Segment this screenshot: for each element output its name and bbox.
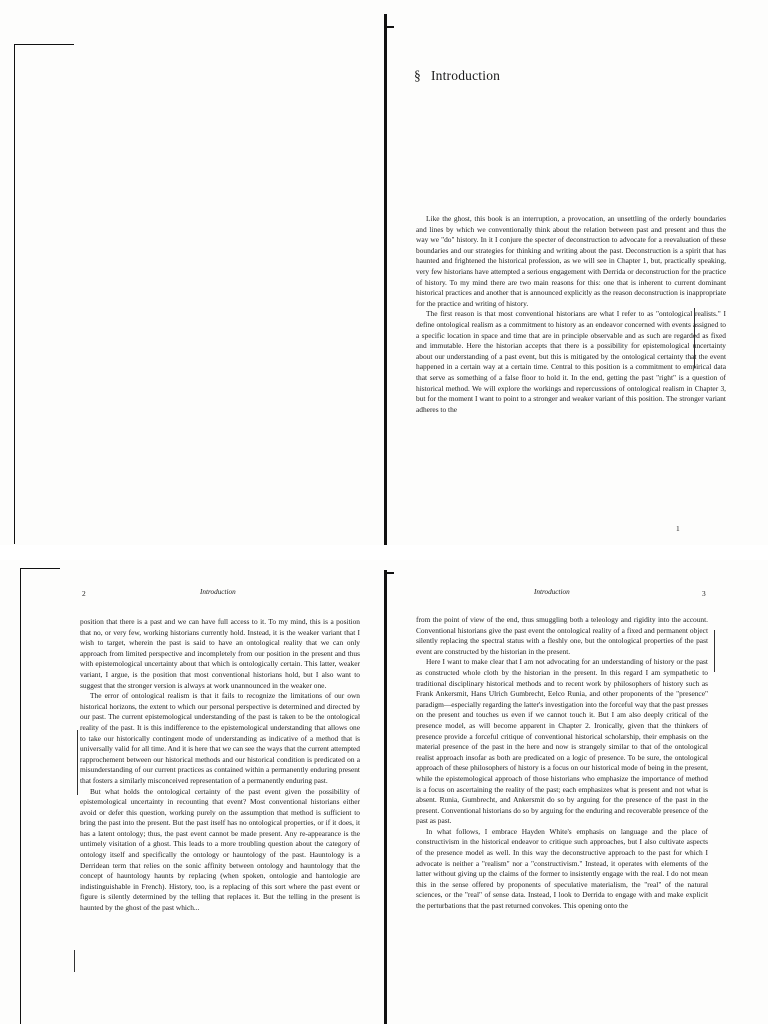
page-number: 1 [676,524,680,533]
margin-bracket [714,630,715,672]
margin-bracket [74,950,75,972]
paragraph: Like the ghost, this book is an interruption, a provocation, an unsettling of the orderly boundaries and lines by which we conventionally think about the relation between past and present and thus the way we "do" history. In it I conjure the specter of deconstruction to advocate for a reevaluation of these boundaries and our strategies for thinking and writing about the past. Deconstruction is a spirit that has haunted and frightened the historical profession, as we will see in Chapter 1, but, practically speaking, very few historians have attempted a serious engagement with Derrida or deconstruction for the practice of history. To my mind there are two main reasons for this: one that is inherent to current dominant historical practices and another that is announced explicitly as the reason deconstruction is inappropriate for the practice and writing of history. [416,214,726,308]
page-body [416,615,708,912]
binding-notch [384,26,394,28]
binding-shadow [384,570,387,1024]
paragraph: But what holds the ontological certainty of the past event given the possibility of epistemological uncertainty in recounting that event? Most conventional historians either avoid or defer this question, working purely on the assumption that method is sufficient to bring the past into the present. But the past itself has no ontological properties, or if it does, it has a latent ontology; thus, the past event cannot be made present. Any re-appearance is the untimely visitation of a ghost. This leads to a more troubling question about the category of ontology itself and specifically the ontology or hauntology of the past. Hauntology is a Derridean term that relies on the sonic affinity between ontology and hauntology that the concept of hauntology haunts by replacing (when spoken, ontologie and hantologie are indistinguishable in French). History, too, is a replacing of this sort where the past event or figure is silently determined by the telling that replaces it. But the telling in the present is haunted by the ghost of the past which... [80,786,360,913]
chapter-title-text: Introduction [430,68,501,83]
blank-verso-page [0,0,384,545]
running-head: Introduction [200,588,236,596]
page-number: 2 [82,589,86,598]
paragraph: The first reason is that most conventional historians are what I refer to as "ontological realists." I define ontological realism as a commitment to history as an endeavor concerned with events assigned to a specific location in space and time that are in principle observable and as such are regarded as fixed and immutable. Here the historian accepts that there is a possibility for epistemological uncertainty about our understanding of a past event, but this is mitigated by the ontological certainty that the event happened in a certain way at a certain time. Central to this position is a commitment to empirical data that serve as something of a false floor to hold it. In the end, getting the past "right" is a question of historical method. We will explore the workings and repercussions of ontological realism in Chapter 3, but for the moment I want to point to a stronger and weaker variant of this position. The stronger variant adheres to the [416,309,726,414]
chapter-body [416,214,726,415]
chapter-opening-page [384,0,768,545]
page-three [384,560,768,1024]
scan-edge-mark [14,44,15,544]
scan-edge-mark [20,568,21,1024]
running-head: Introduction [534,588,570,596]
scan-edge-mark [20,568,60,569]
section-symbol: § [414,68,421,83]
scan-gap [0,545,768,560]
binding-shadow [384,14,387,545]
paragraph: In what follows, I embrace Hayden White's emphasis on language and the place of constructivism in the historical endeavor to critique such approaches, but I also cultivate aspects of the presence model as well. In this way the deconstructive approach to the past for which I advocate is neither a "realism" nor a "constructivism." Instead, it operates with elements of the latter without giving up the claims of the former to insistently engage with the real. I do not mean this in the sense offered by proponents of speculative materialism, the "real" of the natural sciences, or the "real" of sense data. Instead, I look to Derrida to engage with and make explicit the perturbations that the past returned convokes. This opening onto the [416,826,708,911]
paragraph: from the point of view of the end, thus smuggling both a teleology and rigidity into the account. Conventional historians give the past event the ontological reality of a fixed and permanent object silently replacing the spectral status with a fleshly one, but the ontological properties of the past event are constructed by the historian in the present. [416,615,708,656]
paragraph: Here I want to make clear that I am not advocating for an understanding of history or the past as constructed whole cloth by the historian in the present. In this regard I am sympathetic to traditional disciplinary historical methods and to recent work by philosophers of history such as Frank Ankersmit, Hans Ulrich Gumbrecht, Eelco Runia, and other proponents of the "presence" paradigm—especially regarding the latter's investigation into the forceful way that the past presses on the present and touches us even if we cannot touch it. But I am also deeply critical of the presence model, as will become apparent in Chapter 2. Ironically, given that the thinkers of presence provide a forceful critique of conventional historical scholarship, their emphasis on the material presence of the past in the here and now is strangely similar to that of the ontological realist approach insofar as both are predicated on a logic of presence. To be sure, the ontological approach of these philosophers of history is a focus on our historical mode of being in the present, while the epistemological approach of those historians who emphasize the importance of method is a focus on ascertaining the reality of the past; each emphasizes what is present and not what is absent. Runia, Gumbrecht, and Ankersmit do so by arguing for the presence of the past in the present. Conventional historians do so by arguing for the enduring and recoverable presence of the past as past. [416,657,708,826]
paragraph: The error of ontological realism is that it fails to recognize the limitations of our own historical horizons, the extent to which our personal perspective is determined and directed by our past. The current epistemological understanding of the past is taken to be the ontological reality of the past. It is this indifference to the epistemological understanding that allows one to take our historically contingent mode of understanding as indicative of a method that is universally valid for all time. And it is here that we can see the ways that the current attempted rapprochement between our historical methods and our historical condition is predicated on a misunderstanding of our current practices as contained within a permanently enduring present that fosters a similarly misconceived representation of a permanently enduring past. [80,691,360,785]
page-number: 3 [702,589,706,598]
margin-bracket [694,308,695,368]
margin-bracket [77,730,78,795]
chapter-title [414,68,500,84]
page-two [0,560,384,1024]
binding-notch [384,572,394,574]
paragraph: position that there is a past and we can have full access to it. To my mind, this is a position that no, or very few, working historians currently hold. Instead, it is the weaker variant that I wish to target, wherein the past is said to have an ontological reality that we can only approach from limited perspective and incompletely from our position in the present and thus with epistemological uncertainty about that which is ontologically certain. This latter, weaker variant, I argue, is the position that most conventional historians hold, but I also want to suggest that the stronger version is always at work unannounced in the weaker one. [80,617,360,690]
scan-edge-mark [14,44,74,45]
page-body [80,617,360,914]
